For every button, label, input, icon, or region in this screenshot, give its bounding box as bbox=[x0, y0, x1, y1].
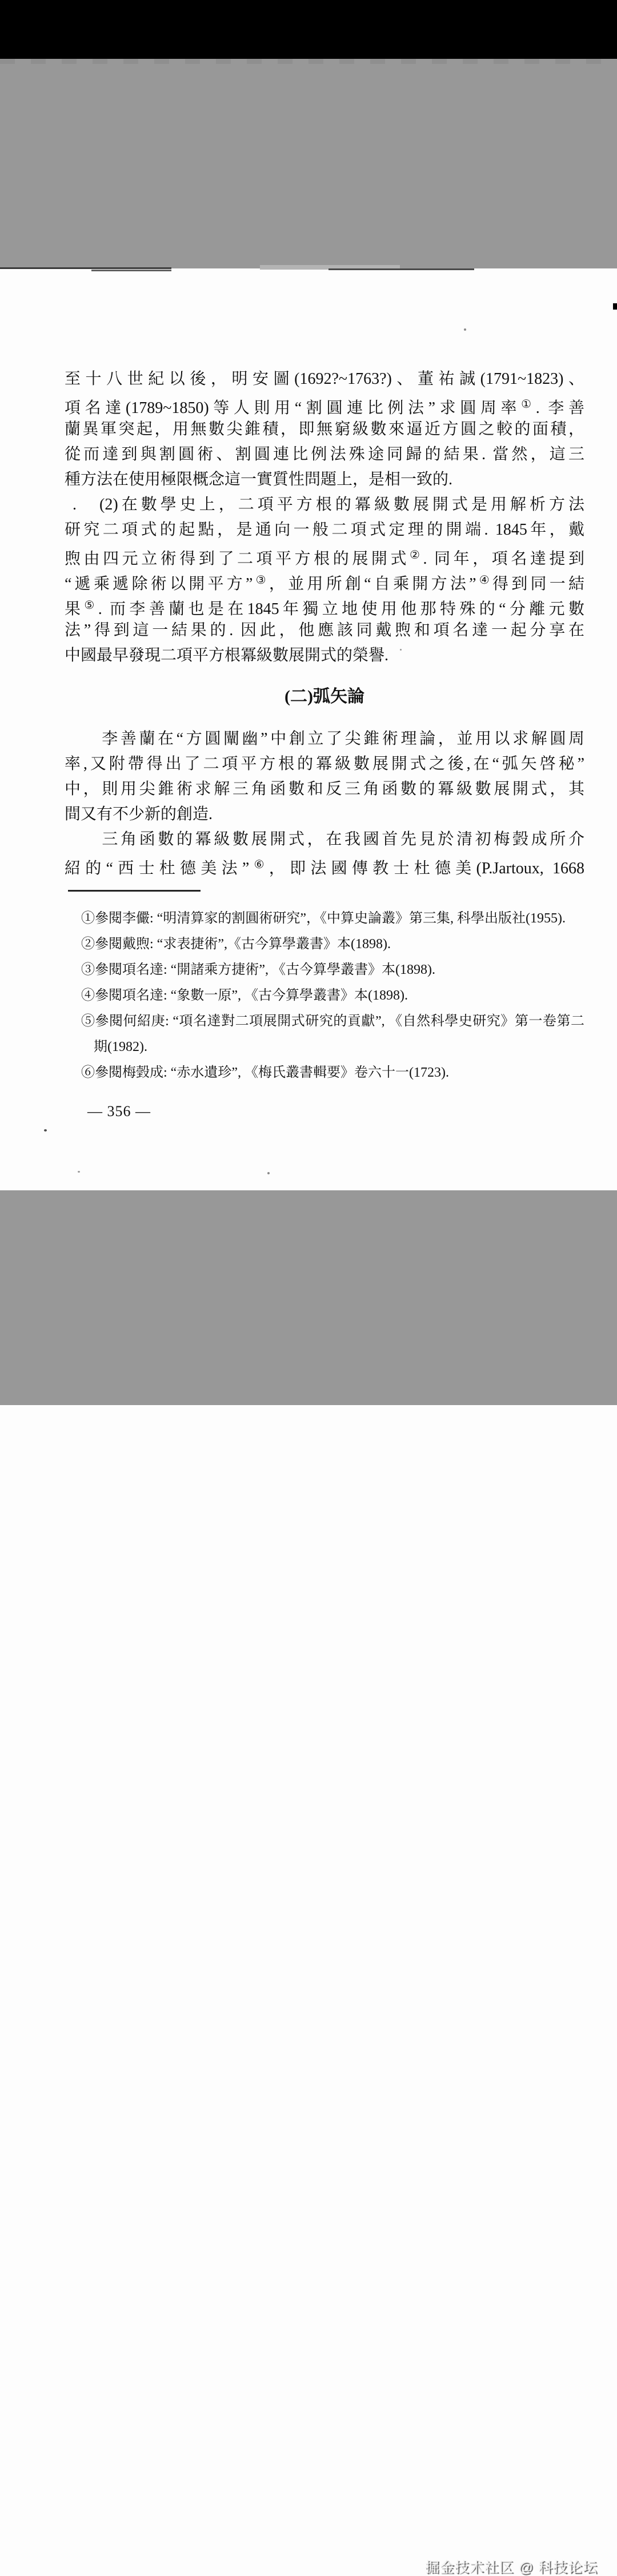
text-segment: ①參閱李儼: “明清算家的割圓術研究”，《中算史論叢》第三集, 科學出版社(1955). bbox=[81, 911, 566, 926]
top-black-band bbox=[0, 0, 617, 59]
text-line bbox=[65, 727, 584, 752]
text-line bbox=[65, 417, 584, 442]
text-segment: 間又有不少新的創造. bbox=[65, 805, 213, 823]
text-segment: 煦由四元立術得到了二項平方根的展開式 bbox=[65, 550, 410, 568]
text-segment: 至十八世紀以後，明安圖(1692?~1763?)、董祐誠(1791~1823)、 bbox=[65, 370, 584, 388]
footnote-line bbox=[81, 957, 584, 983]
text-line bbox=[65, 517, 584, 543]
text-segment: 蘭異軍突起，用無數尖錐積，即無窮級數來逼近方圓之較的面積， bbox=[65, 420, 584, 438]
footnote-separator bbox=[68, 890, 201, 892]
page-edge-artifact bbox=[328, 268, 474, 270]
text-segment: . (2)在數學史上，二項平方根的冪級數展開式是用解析方法 bbox=[65, 496, 584, 513]
text-segment: 李善蘭在“方圓闡幽”中創立了尖錐術理論，並用以求解圓周 bbox=[65, 730, 584, 748]
footnote-line bbox=[94, 1034, 584, 1060]
scan-mark bbox=[613, 303, 617, 310]
body-text-upper bbox=[65, 367, 584, 668]
text-segment: “遞乘遞除術以開平方” bbox=[65, 575, 253, 593]
footnote-line bbox=[81, 983, 584, 1009]
scan-artifact-dashes bbox=[0, 59, 617, 64]
body-text-lower bbox=[65, 727, 584, 877]
footnote-line bbox=[81, 1060, 584, 1086]
text-segment: 中，則用尖錐術求解三角函數和反三角函數的冪級數展開式，其 bbox=[65, 780, 584, 798]
footnote-line bbox=[81, 906, 584, 932]
text-line bbox=[65, 777, 584, 802]
text-line bbox=[65, 752, 584, 777]
text-line bbox=[65, 593, 584, 618]
text-segment: ⑥參閱梅瑴成: “赤水遺珍”, 《梅氏叢書輯要》卷六十一(1723). bbox=[81, 1065, 449, 1080]
top-gray-band bbox=[0, 59, 617, 268]
text-segment: 三角函數的冪級數展開式，在我國首先見於清初梅瑴成所介 bbox=[65, 830, 584, 848]
footnote-ref: ③ bbox=[253, 574, 269, 587]
text-segment: . 李善 bbox=[535, 399, 584, 417]
text-segment: . 同年，項名達提到 bbox=[423, 550, 584, 568]
footnote-ref: ⑥ bbox=[249, 858, 269, 871]
footnote-line bbox=[81, 1009, 584, 1034]
text-segment: 研究二項式的起點，是通向一般二項式定理的開端. 1845年，戴 bbox=[65, 521, 584, 539]
text-line bbox=[65, 568, 584, 593]
scan-speck bbox=[44, 1129, 47, 1131]
text-line bbox=[65, 852, 584, 877]
text-line bbox=[65, 492, 584, 517]
text-line bbox=[65, 367, 584, 392]
text-segment: 法”得到這一結果的. 因此，他應該同戴煦和項名達一起分享在 bbox=[65, 621, 584, 639]
text-line bbox=[65, 543, 584, 568]
text-line bbox=[65, 467, 584, 492]
footnote-line bbox=[81, 932, 584, 957]
text-segment: 項名達(1789~1850)等人則用“割圓連比例法”求圓周率 bbox=[65, 399, 522, 417]
text-line bbox=[65, 802, 584, 827]
text-segment: 得到同一結 bbox=[492, 575, 585, 593]
text-line bbox=[65, 442, 584, 467]
scan-speck bbox=[78, 1171, 80, 1173]
text-segment: ④參閱項名達: “象數一原”, 《古今算學叢書》本(1898). bbox=[81, 988, 408, 1003]
footnote-ref: ④ bbox=[476, 574, 492, 587]
text-segment: 果 bbox=[65, 600, 85, 618]
text-segment: ，即法國傳教士杜德美(P.Jartoux, 1668 bbox=[269, 860, 585, 877]
text-segment: 從而達到與割圓術、割圓連比例法殊途同歸的結果. 當然，這三 bbox=[65, 446, 584, 463]
text-line bbox=[65, 643, 584, 668]
text-segment: 中國最早發現二項平方根冪級數展開式的榮譽. bbox=[65, 647, 389, 664]
text-line bbox=[65, 827, 584, 852]
text-segment: 種方法在使用極限概念這一實質性問題上，是相一致的. bbox=[65, 471, 453, 488]
footnote-ref: ① bbox=[521, 398, 536, 411]
scan-speck bbox=[464, 328, 466, 331]
text-line bbox=[65, 618, 584, 643]
text-segment: ②參閱戴煦: “求表捷術”,《古今算學叢書》本(1898). bbox=[81, 937, 391, 952]
text-segment: . 而李善蘭也是在1845年獨立地使用他那特殊的“分離元數 bbox=[98, 600, 584, 618]
text-segment: ，並用所創“自乘開方法” bbox=[269, 575, 476, 593]
text-segment: 紹的“西士杜德美法” bbox=[65, 860, 250, 877]
footnote-ref: ⑤ bbox=[84, 599, 98, 612]
footnotes bbox=[81, 906, 584, 1086]
page-edge-artifact bbox=[91, 270, 171, 271]
text-segment: ⑤參閱何紹庚: “項名達對二項展開式研究的貢獻”, 《自然科學史研究》第一卷第二 bbox=[81, 1014, 584, 1029]
page-edge-artifact bbox=[0, 267, 171, 269]
scan-speck bbox=[267, 1172, 270, 1174]
page-number: — 356 — bbox=[87, 1103, 151, 1120]
text-line bbox=[65, 392, 584, 417]
text-segment: 期(1982). bbox=[94, 1040, 147, 1054]
watermark: 掘金技术社区 @ 科技论坛 bbox=[424, 2559, 598, 2575]
footnote-ref: ② bbox=[410, 549, 423, 561]
text-segment: 率,又附帶得出了二項平方根的冪級數展開式之後,在“弧矢啓秘” bbox=[65, 755, 584, 773]
text-segment: ③參閱項名達: “開諸乘方捷術”, 《古今算學叢書》本(1898). bbox=[81, 962, 435, 977]
section-heading: (二)弧矢論 bbox=[285, 687, 364, 706]
bottom-gray-band bbox=[0, 1190, 617, 2575]
